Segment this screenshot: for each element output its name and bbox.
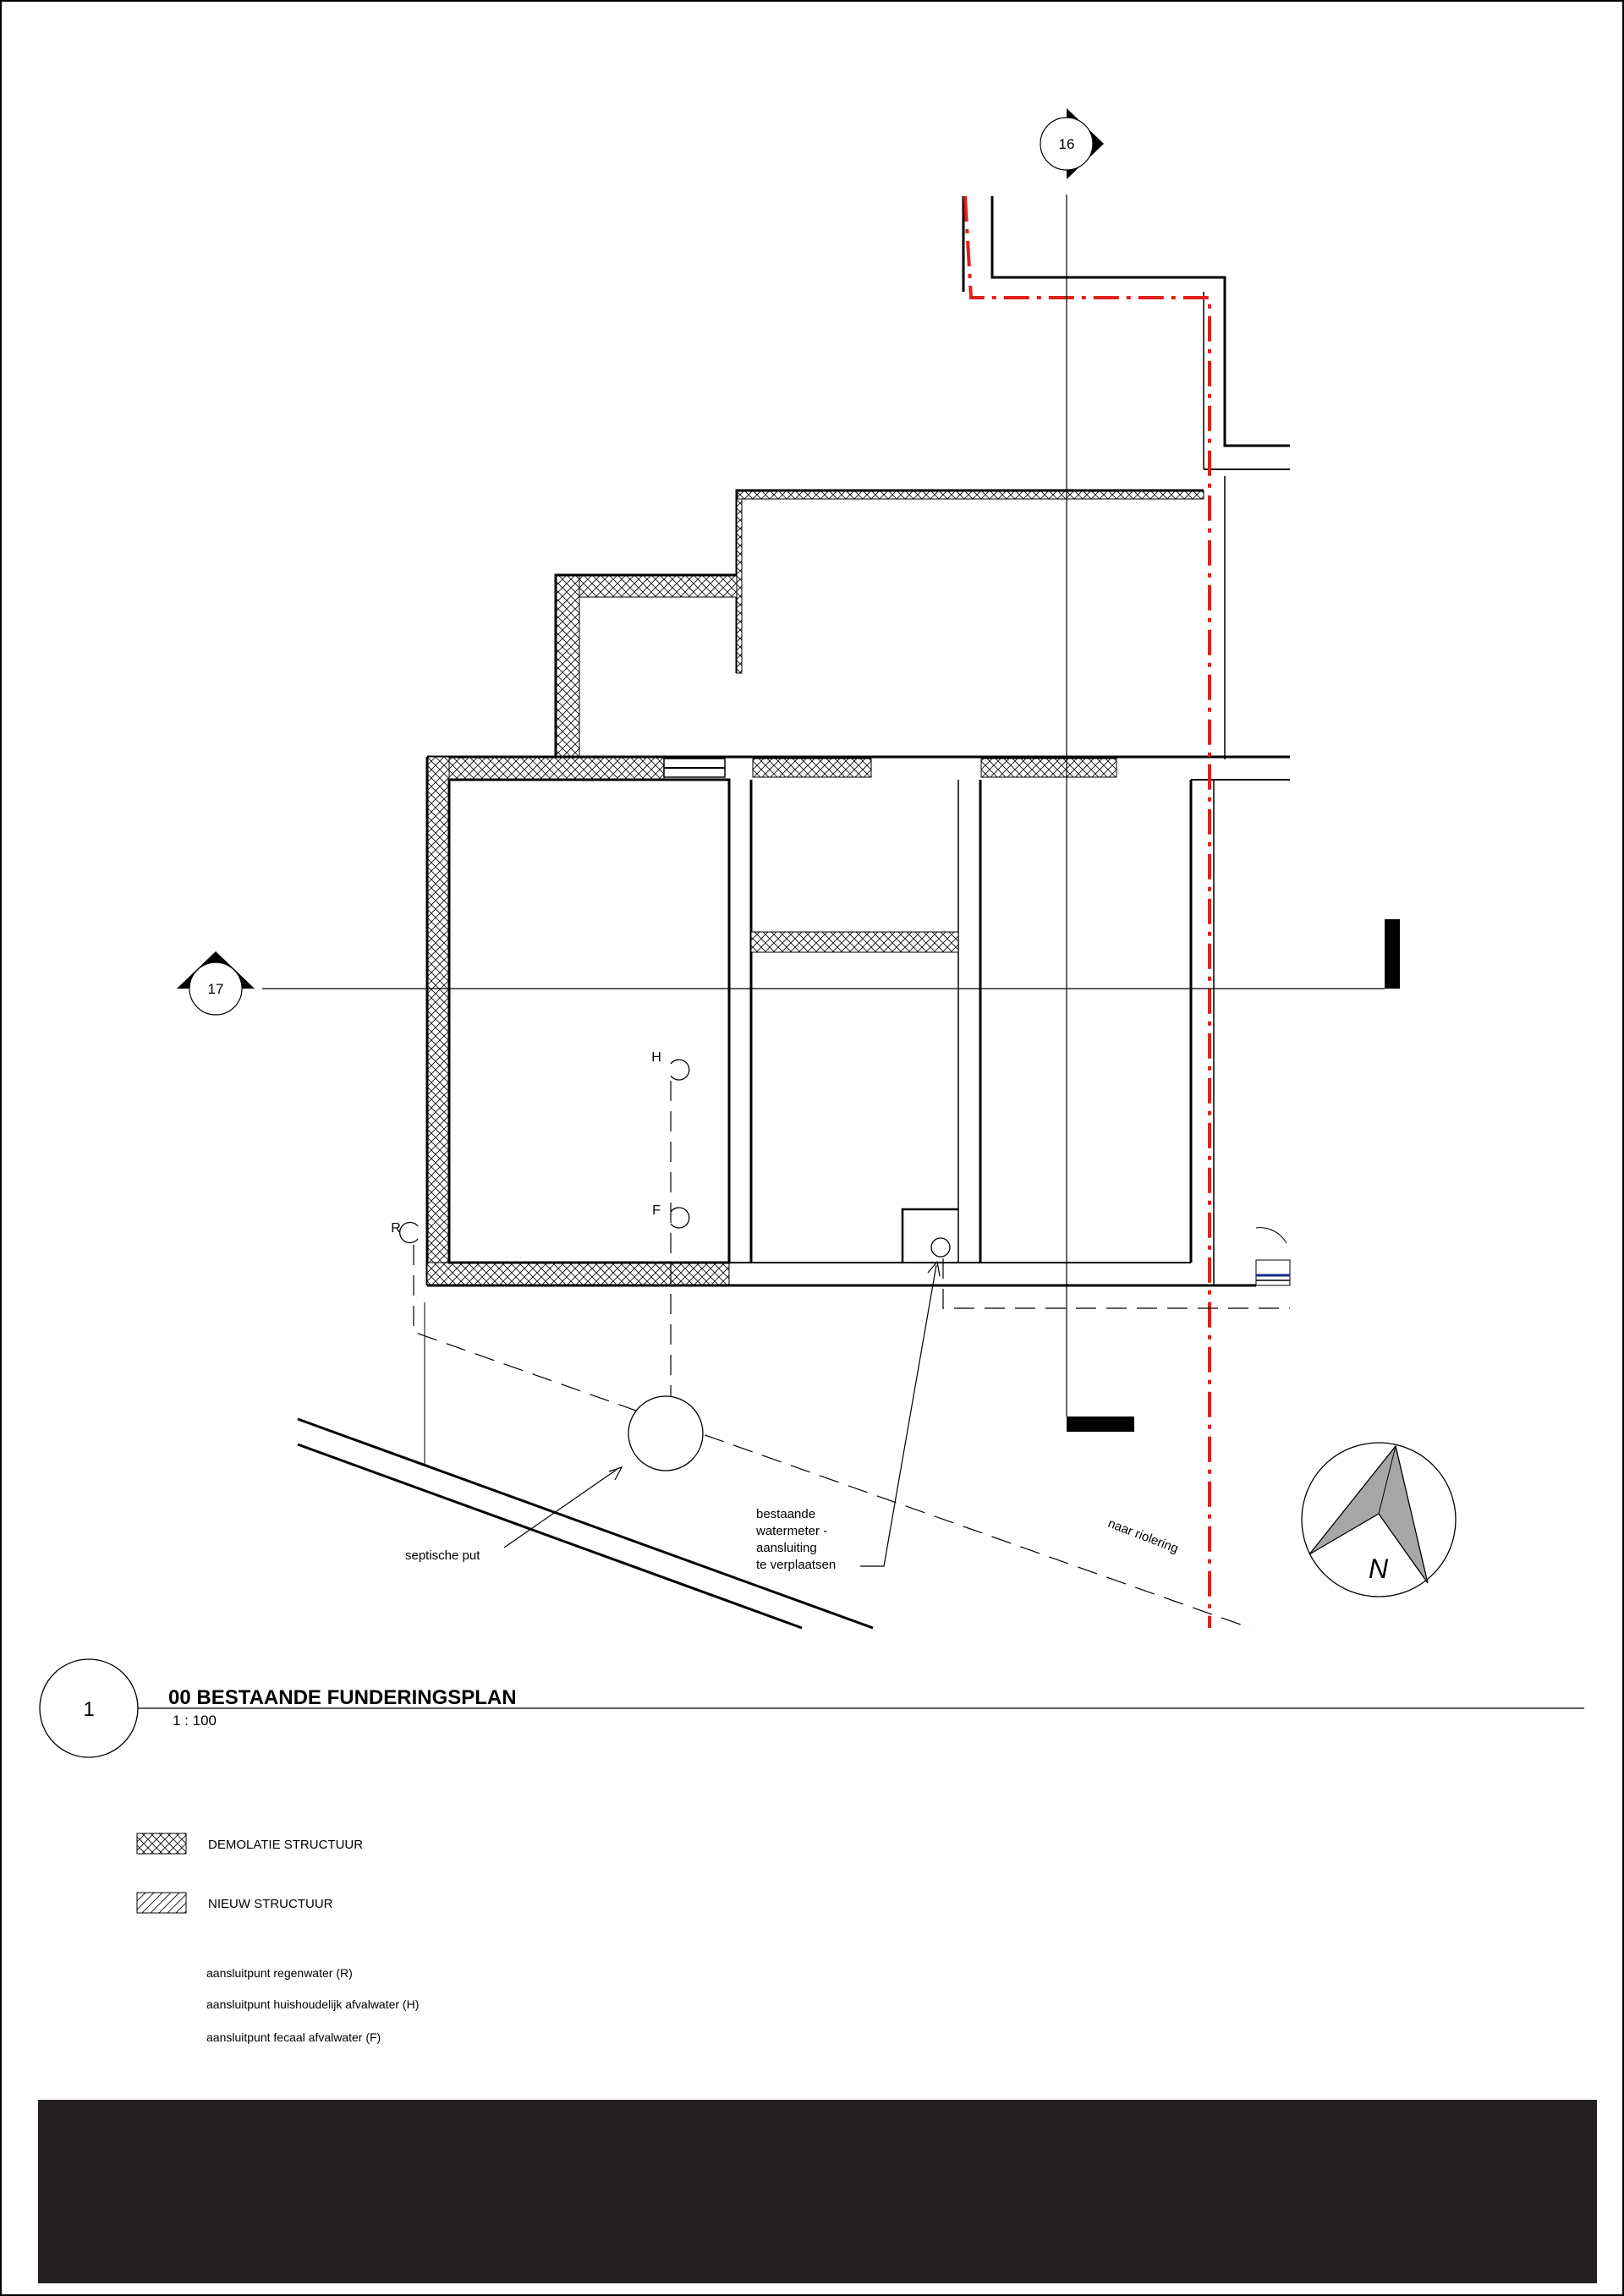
drain-label-h: H: [651, 1050, 661, 1065]
main-building: [427, 757, 1290, 1285]
view-title: [40, 1659, 1584, 1757]
north-arrow: [1302, 1443, 1456, 1597]
demolition-hatch: [427, 1263, 729, 1285]
water-meter-label-4: te verplaatsen: [756, 1558, 837, 1572]
section-16-label: 16: [1058, 136, 1075, 152]
section-17-label: 17: [207, 981, 224, 997]
drain-points: [400, 1060, 950, 1257]
plan-drawing: [177, 108, 1456, 1628]
title-block: [38, 2100, 1597, 2283]
demolition-hatch: [737, 499, 742, 673]
legend-label-new: NIEUW STRUCTUUR: [208, 1897, 333, 1911]
view-number: 1: [83, 1698, 95, 1721]
demolition-hatch: [981, 759, 1116, 777]
septic-tank: [628, 1396, 703, 1471]
property-line: [965, 196, 1210, 1628]
north-arrow-label: N: [1369, 1553, 1389, 1584]
leaders: [504, 1262, 940, 1566]
legend-note-fecal: aansluitpunt fecaal afvalwater (F): [206, 2030, 381, 2044]
demolition-hatch: [751, 932, 958, 952]
existing-wall-north: [963, 196, 1290, 759]
sewer-label: naar riolering: [1106, 1515, 1181, 1557]
view-title-text: 00 BESTAANDE FUNDERINGSPLAN: [168, 1686, 517, 1709]
legend-note-rainwater: aansluitpunt regenwater (R): [206, 1966, 353, 1980]
demolition-hatch: [556, 575, 579, 757]
demolition-hatch: [556, 575, 737, 597]
site-edge: [298, 1302, 873, 1628]
legend-note-household: aansluitpunt huishoudelijk afvalwater (H): [206, 1997, 420, 2011]
legend-swatch-demolition: [137, 1833, 186, 1854]
demolition-hatch: [427, 757, 449, 1285]
drain-label-r: R: [391, 1221, 401, 1236]
septic-tank-label: septische put: [405, 1548, 480, 1563]
legend-label-demolition: DEMOLATIE STRUCTUUR: [208, 1838, 364, 1852]
water-meter-label-3: aansluiting: [756, 1541, 817, 1555]
legend-swatch-new: [137, 1893, 186, 1913]
demolition-hatch: [427, 757, 664, 779]
water-meter-label-1: bestaande: [756, 1507, 816, 1521]
upper-wing: [556, 490, 1204, 757]
water-meter-label-2: watermeter -: [756, 1524, 828, 1538]
demolition-hatch: [753, 759, 871, 777]
legend: [137, 1833, 419, 2044]
sheet-border: [1, 1, 1623, 2295]
view-scale: 1 : 100: [173, 1712, 217, 1729]
drain-label-f: F: [652, 1203, 661, 1218]
